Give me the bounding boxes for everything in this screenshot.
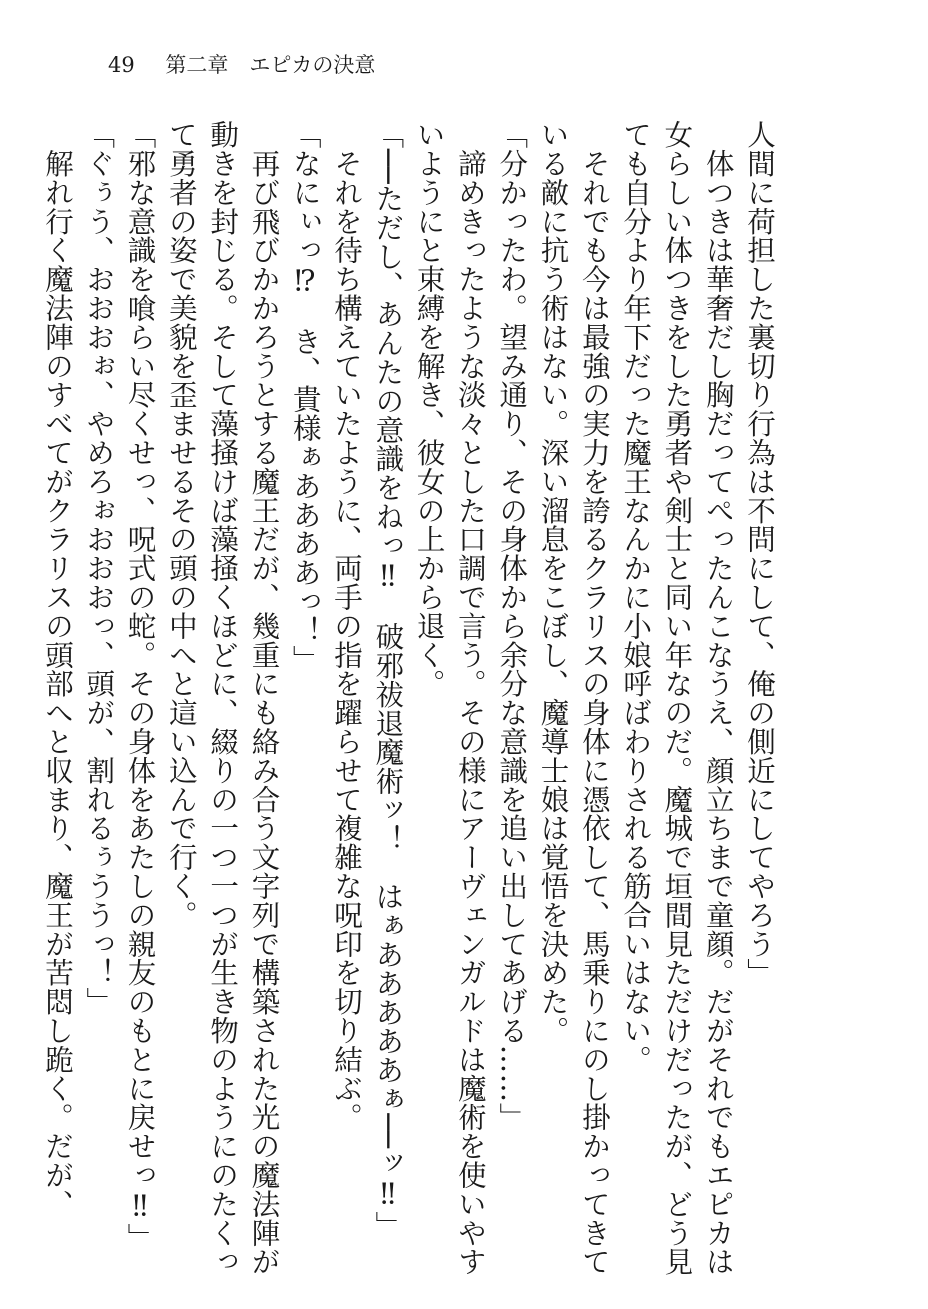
text-line: いる敵に抗う術はない。深い溜息をこぼし、魔導士娘は覚悟を決めた。 <box>536 120 570 1045</box>
text-line: 女らしい体つきをした勇者や剣士と同い年なのだ。魔城で垣間見ただけだったが、どう見 <box>660 120 694 1276</box>
text-line: 「邪な意識を喰らい尽くせっ、呪式の蛇。その身体をあたしの親友のもとに戻せっ‼」 <box>123 120 157 1252</box>
chapter-title: 第二章 エピカの決意 <box>165 53 376 77</box>
text-line: 体つきは華奢だし胸だってぺったんこなうえ、顔立ちまで童顔。だがそれでもエピカは <box>701 120 735 1276</box>
text-line: 「ぐぅう、おおおぉ、やめろぉおおおっ、頭が、割れるぅううっ！」 <box>82 120 116 1016</box>
text-line: 諦めきったような淡々とした口調で言う。その様にアーヴェンガルドは魔術を使いやす <box>453 120 487 1276</box>
novel-body-text <box>40 120 780 1276</box>
text-line: いようにと束縛を解き、彼女の上から退く。 <box>412 120 446 698</box>
text-line: 「──ただし、あんたの意識をねっ‼ 破邪祓退魔術ッ！ はぁあああああぁ──ッ‼」 <box>371 120 405 1240</box>
text-line: 「分かったわ。望み通り、その身体から余分な意識を追い出してあげる……」 <box>495 120 529 1132</box>
text-line: 「なにぃっ⁉ き、貴様ぁああああっ！」 <box>288 120 322 674</box>
text-line: それを待ち構えていたように、両手の指を躍らせて複雑な呪印を切り結ぶ。 <box>330 120 364 1132</box>
text-line: 人間に荷担した裏切り行為は不問にして、俺の側近にしてやろう」 <box>743 120 776 987</box>
text-line: 動きを封じる。そして藻掻けば藻掻くほどに、綴りの一つ一つが生き物のようにのたくっ <box>206 120 240 1276</box>
text-line: 再び飛びかかろうとする魔王だが、幾重にも絡み合う文字列で構築された光の魔法陣が <box>247 120 281 1276</box>
page-number: 49 <box>108 53 135 77</box>
text-line: 解れ行く魔法陣のすべてがクラリスの頭部へと収まり、魔王が苦悶し跪く。だが、 <box>40 120 74 1219</box>
text-line: て勇者の姿で美貌を歪ませるその頭の中へと這い込んで行く。 <box>164 120 198 930</box>
running-header <box>108 50 375 80</box>
text-line: ても自分より年下だった魔王なんかに小娘呼ばわりされる筋合いはない。 <box>619 120 653 1074</box>
text-line: それでも今は最強の実力を誇るクラリスの身体に憑依して、馬乗りにのし掛かってきて <box>577 120 611 1276</box>
